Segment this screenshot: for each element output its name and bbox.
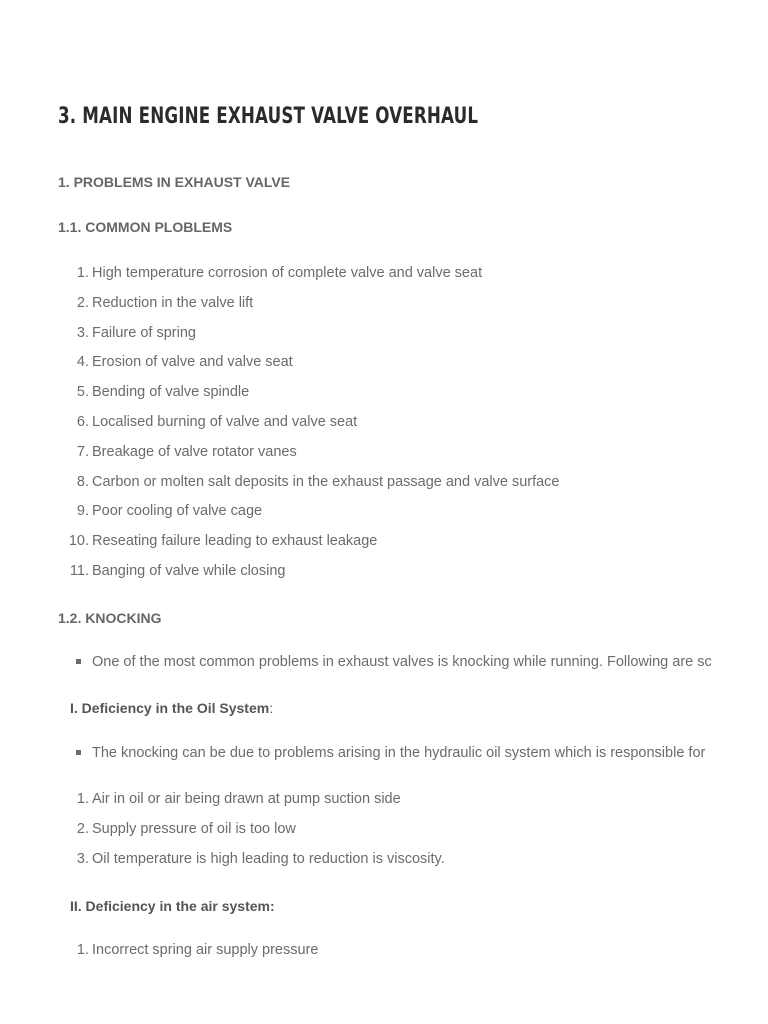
knocking-bullet-list xyxy=(0,652,734,682)
subheading-common-problems: 1.1. COMMON PLOBLEMS xyxy=(58,219,233,235)
subheading-knocking: 1.2. KNOCKING xyxy=(58,610,162,626)
oil-system-bullet-list xyxy=(0,743,734,773)
page-title: 3. MAIN ENGINE EXHAUST VALVE OVERHAUL xyxy=(58,104,479,129)
list-item: One of the most common problems in exhaust valves is knocking while running. Following are sc xyxy=(0,652,734,682)
list-item: The knocking can be due to problems arising in the hydraulic oil system which is responsible for xyxy=(0,743,734,773)
document-page: 3. MAIN ENGINE EXHAUST VALVE OVERHAUL 1. PROBLEMS IN EXHAUST VALVE 1.1. COMMON PLOBLEMS 1. High temperature corrosion of complete valve and valve seat 2. Reduction in the valve lift 3. Failure of spring 4. Erosion of valve and valve seat 5. Bending of valve spindle 6. Localised burning of valve and valve seat 7. Breakage of valve rotator vanes 8. Carbon or molten salt deposits in the exhaust passage and valve surface 9. Poor cooling of valve cage 10. Reseating failure leading to exhaust leakage 11. Banging of valve while closing 1.2. KNOCKING One of the most common problems in exhaust valves is knocking while running. Following are sc I. Deficiency in the Oil System: The knocking can be due to problems arising in the hydraulic oil system which is responsible for 1. Air in oil or air being drawn at pump suction side 2. Supply pressure of oil is too low 3. Oil temperature is high leading to reduction is viscosity. II. Deficiency in the air system: 1. Incorrect spring air supply pressure xyxy=(0,0,768,1024)
section-heading-problems: 1. PROBLEMS IN EXHAUST VALVE xyxy=(58,174,291,190)
bullet-square-icon xyxy=(76,750,81,755)
subheading-oil-system: I. Deficiency in the Oil System: xyxy=(70,700,274,716)
bullet-square-icon xyxy=(76,659,81,664)
subheading-air-system: II. Deficiency in the air system: xyxy=(70,898,275,914)
